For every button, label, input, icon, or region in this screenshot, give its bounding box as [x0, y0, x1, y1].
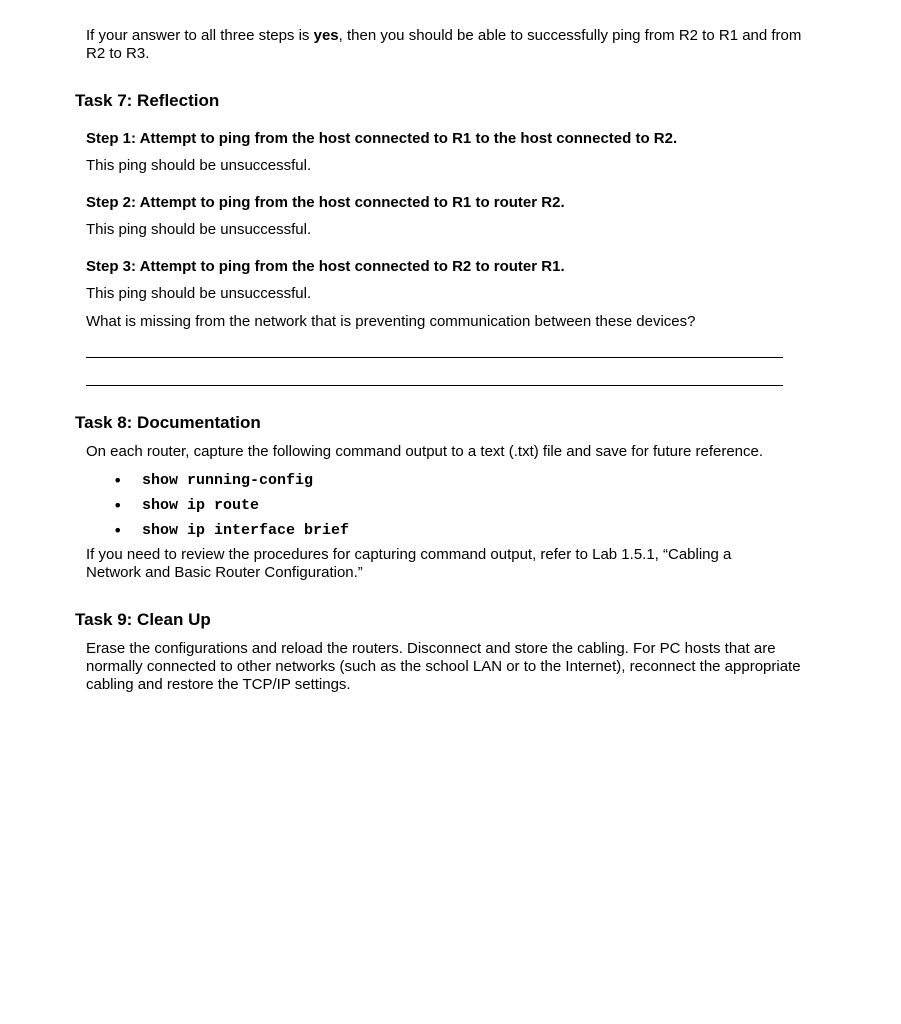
intro-suffix: , then you should be able to successfully ping from R2 to R1 and from R2 to R3. — [86, 27, 802, 62]
task7-step1-heading: Step 1: Attempt to ping from the host connected to R1 to the host connected to R2. — [86, 130, 678, 147]
task7-step2-heading: Step 2: Attempt to ping from the host connected to R1 to router R2. — [86, 194, 565, 211]
answer-line-1[interactable] — [86, 357, 783, 358]
intro-emphasis: yes — [313, 27, 339, 44]
command-item — [113, 468, 349, 493]
answer-line-2[interactable] — [86, 385, 783, 386]
task8-heading: Task 8: Documentation — [75, 413, 261, 432]
command-list — [113, 468, 349, 543]
task7-question: What is missing from the network that is preventing communication between these devices? — [86, 313, 696, 330]
command-item — [113, 518, 349, 543]
intro-prefix: If your answer to all three steps is — [86, 27, 314, 44]
task9-heading: Task 9: Clean Up — [75, 610, 211, 629]
task8-intro: On each router, capture the following command output to a text (.txt) file and save for future reference. — [86, 443, 764, 460]
bullet-icon: • — [113, 521, 123, 540]
command-text: show running-config — [142, 472, 314, 489]
task7-step1-body: This ping should be unsuccessful. — [86, 157, 312, 174]
task7-heading: Task 7: Reflection — [75, 91, 220, 110]
command-text: show ip interface brief — [142, 522, 350, 539]
command-item — [113, 493, 349, 518]
command-text: show ip route — [142, 497, 260, 514]
task7-step2-body: This ping should be unsuccessful. — [86, 221, 312, 238]
bullet-icon: • — [113, 496, 123, 515]
task7-step3-body: This ping should be unsuccessful. — [86, 285, 312, 302]
task7-step3-heading: Step 3: Attempt to ping from the host connected to R2 to router R1. — [86, 258, 565, 275]
bullet-icon: • — [113, 471, 123, 490]
intro-paragraph — [86, 27, 806, 63]
task9-body: Erase the configurations and reload the routers. Disconnect and store the cabling. For PC hosts that are normally connected to other networks (such as the school LAN or to the Internet), reconnect the appropriate cabling and restore the TCP/IP settings. — [86, 640, 801, 693]
task8-note: If you need to review the procedures for capturing command output, refer to Lab 1.5.1, “Cabling a Network and Basic Router Configuration.” — [86, 546, 732, 581]
